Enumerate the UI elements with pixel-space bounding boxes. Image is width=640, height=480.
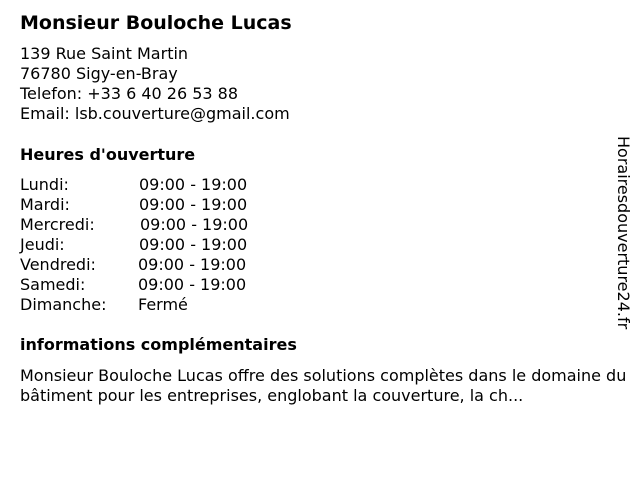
city-address: 76780 Sigy-en-Bray <box>20 64 178 83</box>
hours-row-saturday <box>20 275 320 295</box>
day-label: Samedi: <box>20 275 86 294</box>
hours-row-wednesday <box>20 215 320 235</box>
day-label: Mercredi: <box>20 215 95 234</box>
day-label: Vendredi: <box>20 255 96 274</box>
address-block <box>20 44 290 124</box>
day-label: Jeudi: <box>20 235 65 254</box>
hours-table <box>20 175 320 315</box>
day-hours: 09:00 - 19:00 <box>139 195 248 214</box>
phone-number: Telefon: +33 6 40 26 53 88 <box>20 84 239 103</box>
day-hours: Fermé <box>138 295 188 314</box>
day-hours: 09:00 - 19:00 <box>140 215 249 234</box>
day-label: Mardi: <box>20 195 70 214</box>
hours-row-tuesday <box>20 195 320 215</box>
hours-row-friday <box>20 255 320 275</box>
day-hours: 09:00 - 19:00 <box>139 175 248 194</box>
hours-row-thursday <box>20 235 320 255</box>
day-hours: 09:00 - 19:00 <box>138 275 247 294</box>
hours-row-sunday <box>20 295 320 315</box>
hours-row-monday <box>20 175 320 195</box>
email-address: Email: lsb.couverture@gmail.com <box>20 104 290 123</box>
business-name: Monsieur Bouloche Lucas <box>20 12 292 34</box>
info-heading: informations complémentaires <box>20 335 297 354</box>
hours-heading: Heures d'ouverture <box>20 145 196 164</box>
info-description: Monsieur Bouloche Lucas offre des solutions complètes dans le domaine du bâtiment pour les entreprises, englobant la couverture, la ch... <box>20 366 627 405</box>
day-hours: 09:00 - 19:00 <box>138 255 247 274</box>
site-watermark: Horairesdouverture24.fr <box>614 136 633 330</box>
day-label: Lundi: <box>20 175 69 194</box>
day-hours: 09:00 - 19:00 <box>139 235 248 254</box>
watermark-container <box>612 136 634 346</box>
day-label: Dimanche: <box>20 295 107 314</box>
street-address: 139 Rue Saint Martin <box>20 44 189 63</box>
